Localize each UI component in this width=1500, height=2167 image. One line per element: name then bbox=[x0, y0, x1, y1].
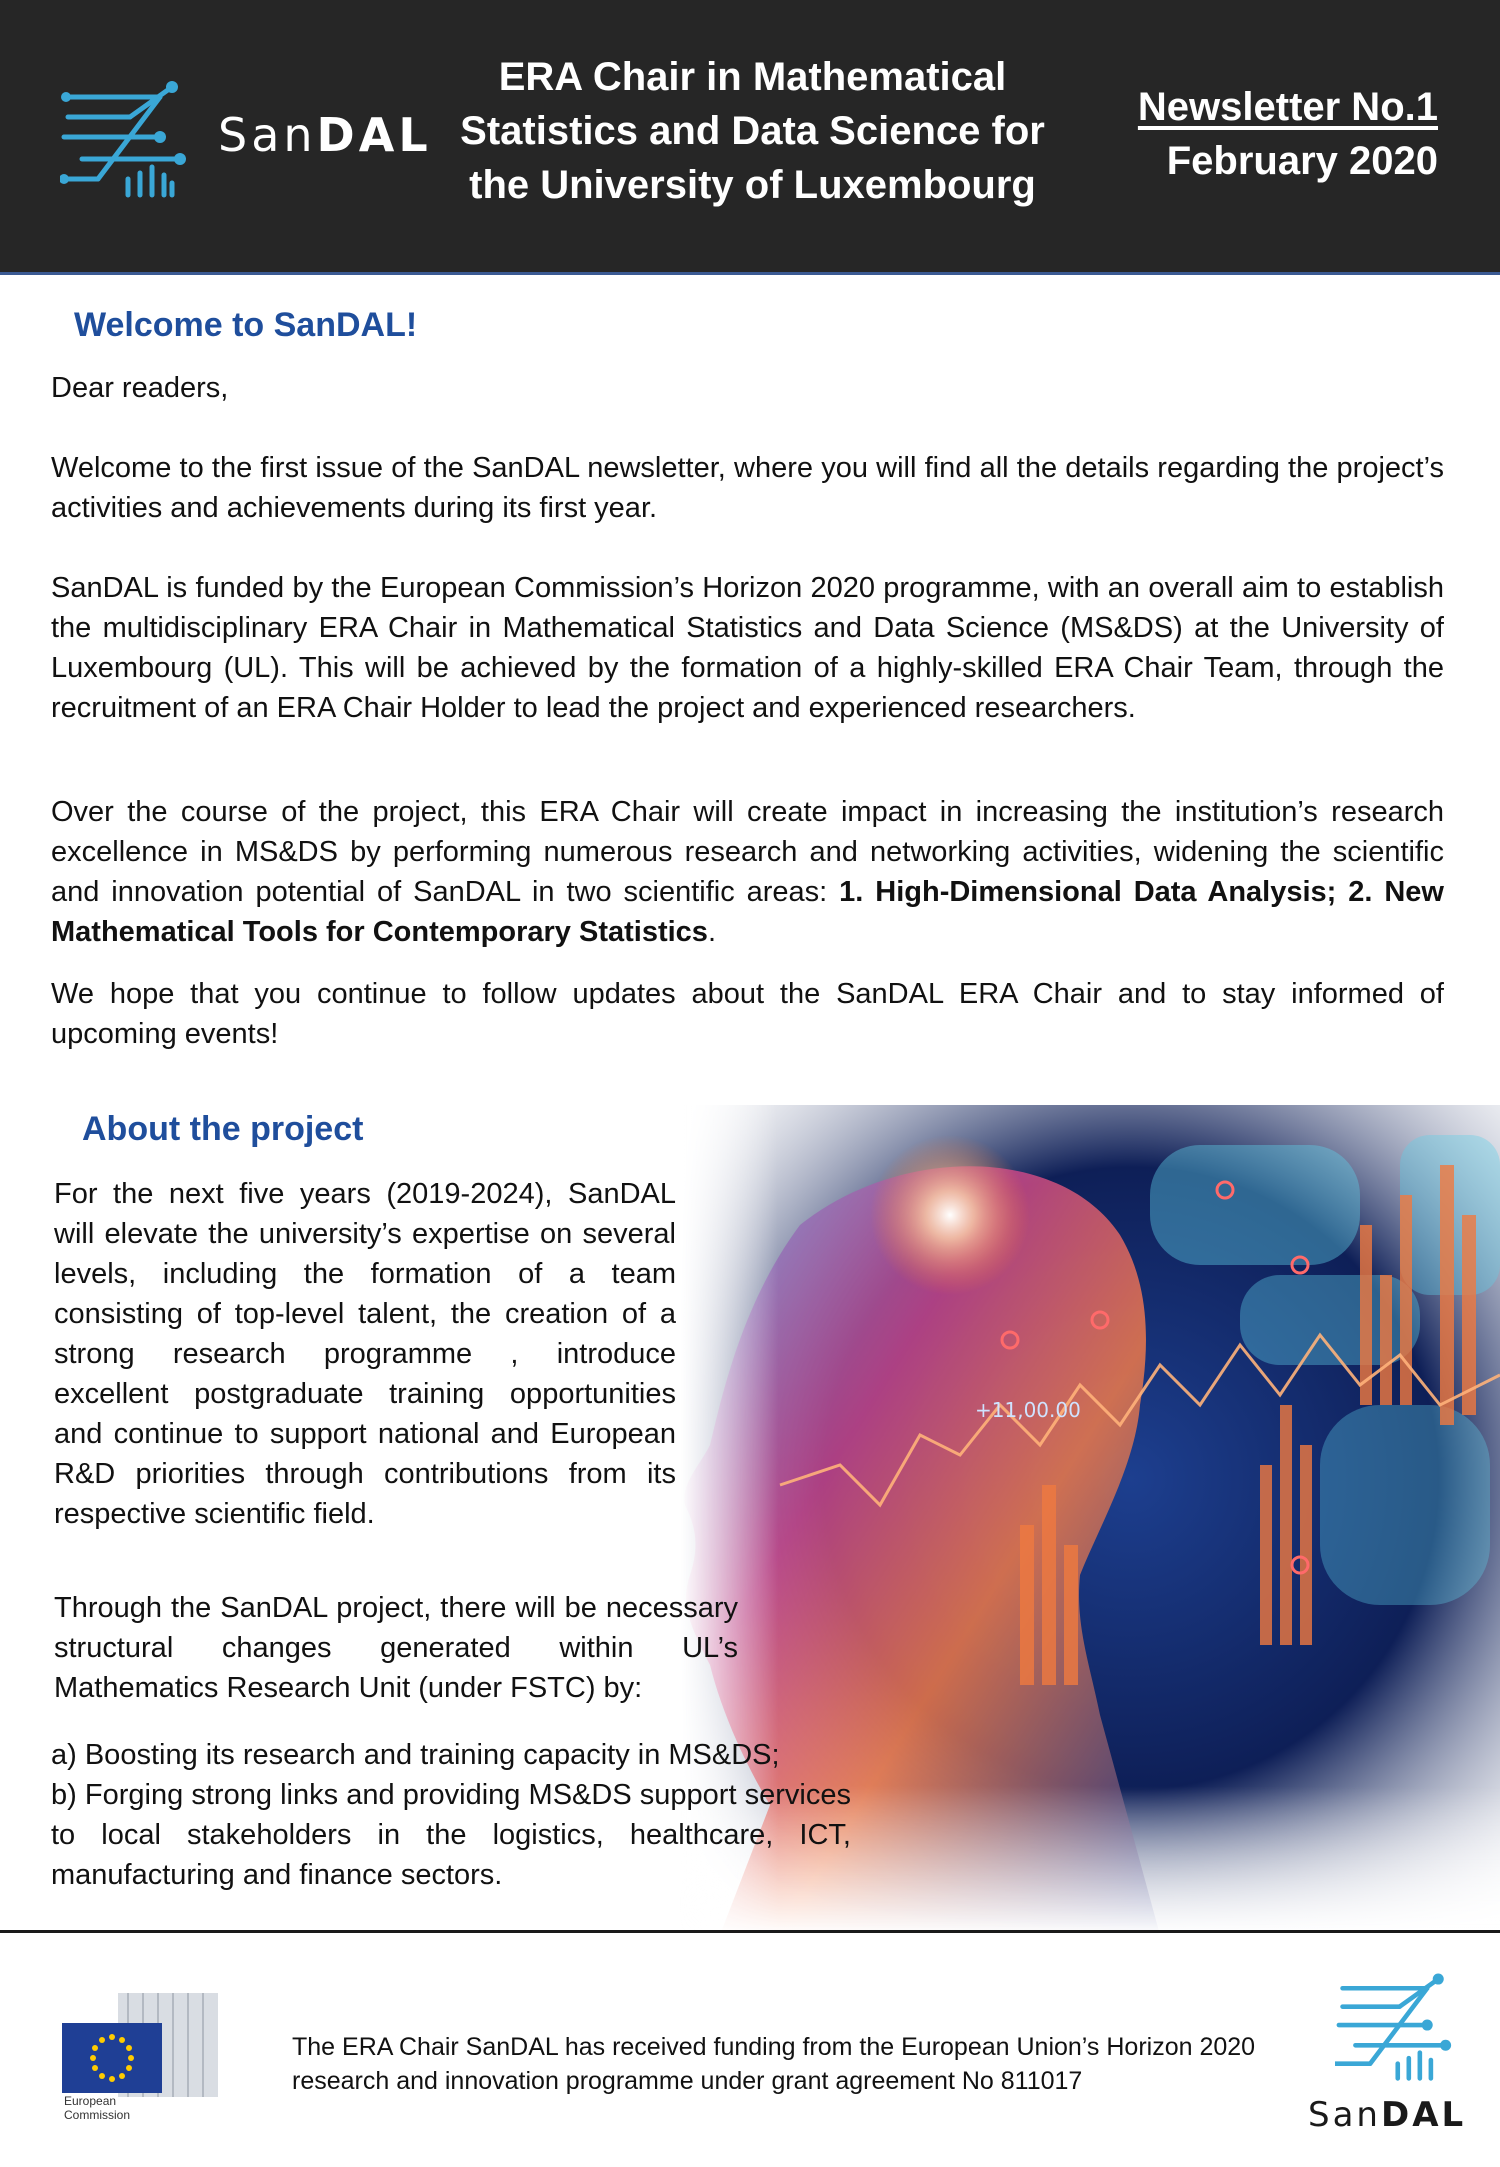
header-title-line: ERA Chair in Mathematical bbox=[498, 55, 1007, 99]
welcome-paragraph-1: Welcome to the first issue of the SanDAL newsletter, where you will find all the details regarding the project’s activities and achievements during its first year. bbox=[51, 452, 1444, 524]
header-title bbox=[430, 50, 1075, 212]
footer-divider bbox=[0, 1930, 1500, 1933]
sandal-footer-logo-icon bbox=[1335, 1968, 1455, 2083]
newsletter-header bbox=[0, 0, 1500, 275]
funding-statement: The ERA Chair SanDAL has received funding from the European Union’s Horizon 2020 research and innovation programme under grant agreement No 811017 bbox=[292, 2033, 1256, 2095]
welcome-heading: Welcome to SanDAL! bbox=[74, 306, 418, 344]
newsletter-issue bbox=[1138, 80, 1438, 188]
about-paragraph-1: For the next five years (2019-2024), SanDAL will elevate the university’s expertise on several levels, including the formation of a team consisting of top-level talent, the creation of a strong research programme , introduce excellent postgraduate training opportunities and continue to support national and European R&D priorities through contributions from its respective scientific field. bbox=[54, 1178, 676, 1530]
welcome-paragraph-3: Over the course of the project, this ERA Chair will create impact in increasing the institution’s research excellence in MS&DS by performing numerous research and networking activities, widening the scientific and innovation potential of SanDAL in two scientific areas: 1. High-Dimensional Data Analysis; 2. New Mathematical Tools for Contemporary Statistics. bbox=[51, 796, 1444, 948]
about-heading: About the project bbox=[82, 1110, 364, 1148]
sandal-footer-logo-text: SanDAL bbox=[1308, 2095, 1467, 2135]
header-title-line: Statistics and Data Science for bbox=[460, 109, 1045, 153]
welcome-paragraph-4: We hope that you continue to follow updates about the SanDAL ERA Chair and to stay informed of upcoming events! bbox=[51, 978, 1444, 1050]
about-list bbox=[51, 1735, 851, 1895]
welcome-paragraph-2: SanDAL is funded by the European Commission’s Horizon 2020 programme, with an overall aim to establish the multidisciplinary ERA Chair in Mathematical Statistics and Data Science (MS&DS) at the University of Luxembourg (UL). This will be achieved by the formation of a highly-skilled ERA Chair Team, through the recruitment of an ERA Chair Holder to lead the project and experienced researchers. bbox=[51, 572, 1444, 724]
greeting: Dear readers, bbox=[51, 372, 229, 404]
ec-label: European Commission bbox=[64, 2094, 131, 2122]
sandal-logo-icon bbox=[60, 75, 190, 200]
newsletter-number: Newsletter No.1 bbox=[1137, 85, 1438, 129]
newsletter-date: February 2020 bbox=[1166, 139, 1438, 183]
about-paragraph-2: Through the SanDAL project, there will be necessary structural changes generated within UL’s Mathematics Research Unit (under FSTC) by: bbox=[54, 1592, 738, 1704]
about-list-item-a: a) Boosting its research and training capacity in MS&DS; bbox=[51, 1739, 780, 1771]
header-title-line: the University of Luxembourg bbox=[469, 163, 1036, 207]
about-list-item-b: b) Forging strong links and providing MS&DS support services to local stakeholders in the logistics, healthcare, ICT, manufacturing and finance sectors. bbox=[51, 1779, 851, 1891]
sandal-logo-text: SanDAL bbox=[218, 108, 432, 162]
